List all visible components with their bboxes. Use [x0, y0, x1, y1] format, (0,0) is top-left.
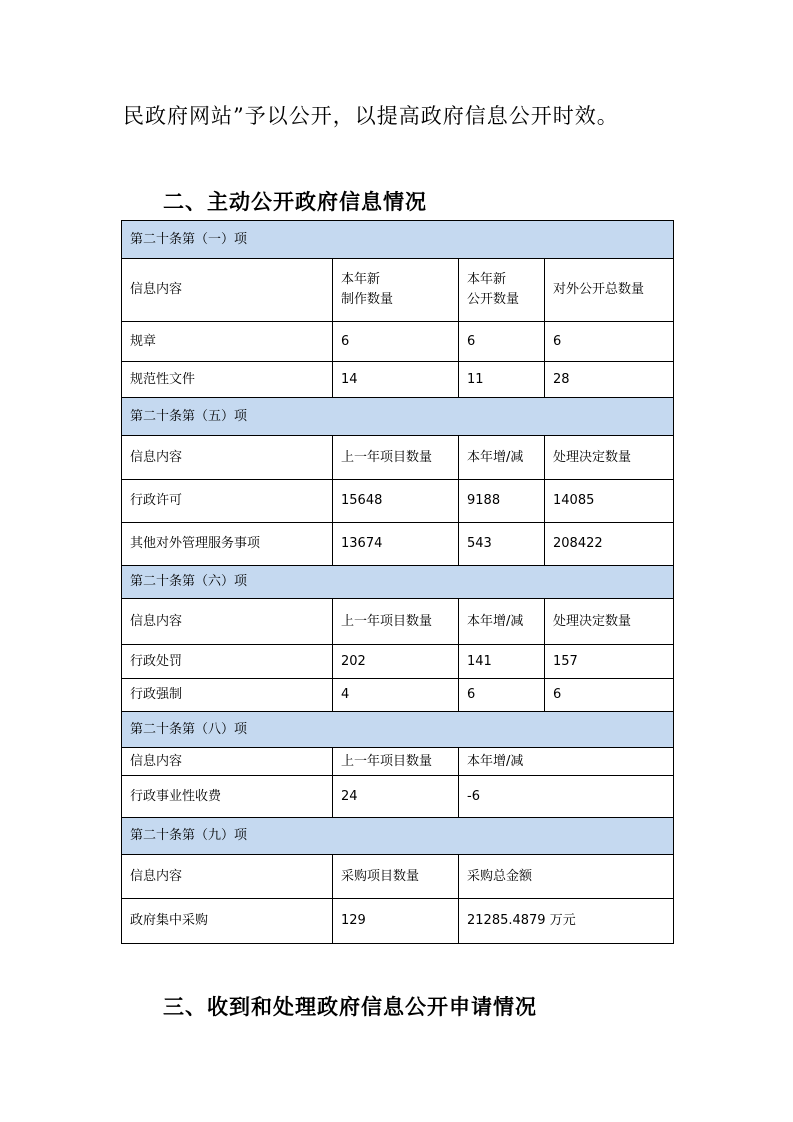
- table-row: [122, 322, 674, 362]
- cell: 政府集中采购: [122, 899, 333, 944]
- cell: 行政事业性收费: [122, 776, 333, 818]
- table-header-row: [122, 599, 674, 645]
- header-cell: 上一年项目数量: [333, 748, 459, 776]
- cell: 141: [459, 645, 545, 679]
- cell: 202: [333, 645, 459, 679]
- section-title: 第二十条第（六）项: [122, 566, 674, 599]
- table-header-row: [122, 748, 674, 776]
- header-cell: 处理决定数量: [545, 599, 674, 645]
- header-cell: 上一年项目数量: [333, 599, 459, 645]
- cell: 6: [545, 322, 674, 362]
- cell: 14085: [545, 480, 674, 523]
- table-section-header: [122, 566, 674, 599]
- header-cell: 信息内容: [122, 855, 333, 899]
- table-section-header: [122, 398, 674, 436]
- table-header-row: [122, 436, 674, 480]
- cell: 6: [545, 679, 674, 712]
- header-cell: 信息内容: [122, 259, 333, 322]
- header-cell: 本年新 公开数量: [459, 259, 545, 322]
- header-cell: 采购总金额: [459, 855, 674, 899]
- cell: 13674: [333, 523, 459, 566]
- table-row: [122, 645, 674, 679]
- table-row: [122, 362, 674, 398]
- cell: 543: [459, 523, 545, 566]
- section-heading-disclosure-requests: 三、收到和处理政府信息公开申请情况: [163, 995, 537, 1019]
- table-section-header: [122, 221, 674, 259]
- intro-paragraph-line: 民政府网站”予以公开，以提高政府信息公开时效。: [123, 104, 619, 128]
- cell: 24: [333, 776, 459, 818]
- disclosure-table: [121, 220, 674, 944]
- cell: 规章: [122, 322, 333, 362]
- section-title: 第二十条第（九）项: [122, 818, 674, 855]
- cell: 行政许可: [122, 480, 333, 523]
- header-cell: 信息内容: [122, 599, 333, 645]
- header-cell: 信息内容: [122, 748, 333, 776]
- cell: 6: [459, 322, 545, 362]
- cell: 21285.4879 万元: [459, 899, 674, 944]
- table-row: [122, 480, 674, 523]
- cell: 6: [333, 322, 459, 362]
- table-section-header: [122, 712, 674, 748]
- table-header-row: [122, 855, 674, 899]
- cell: 14: [333, 362, 459, 398]
- table-section-header: [122, 818, 674, 855]
- section-title: 第二十条第（八）项: [122, 712, 674, 748]
- cell: 9188: [459, 480, 545, 523]
- section-heading-proactive-disclosure: 二、主动公开政府信息情况: [163, 190, 427, 214]
- header-cell: 本年增/减: [459, 599, 545, 645]
- cell: 4: [333, 679, 459, 712]
- header-cell: 处理决定数量: [545, 436, 674, 480]
- cell: 15648: [333, 480, 459, 523]
- section-title: 第二十条第（一）项: [122, 221, 674, 259]
- cell: 129: [333, 899, 459, 944]
- cell: 规范性文件: [122, 362, 333, 398]
- cell: -6: [459, 776, 674, 818]
- table-row: [122, 679, 674, 712]
- section-title: 第二十条第（五）项: [122, 398, 674, 436]
- cell: 208422: [545, 523, 674, 566]
- table-row: [122, 899, 674, 944]
- cell: 157: [545, 645, 674, 679]
- header-cell: 对外公开总数量: [545, 259, 674, 322]
- cell: 行政处罚: [122, 645, 333, 679]
- cell: 其他对外管理服务事项: [122, 523, 333, 566]
- header-cell: 上一年项目数量: [333, 436, 459, 480]
- cell: 11: [459, 362, 545, 398]
- table-row: [122, 776, 674, 818]
- header-cell: 本年增/减: [459, 436, 545, 480]
- cell: 6: [459, 679, 545, 712]
- table-header-row: [122, 259, 674, 322]
- header-cell: 本年新 制作数量: [333, 259, 459, 322]
- cell: 行政强制: [122, 679, 333, 712]
- header-cell: 本年增/减: [459, 748, 674, 776]
- table-row: [122, 523, 674, 566]
- header-cell: 信息内容: [122, 436, 333, 480]
- cell: 28: [545, 362, 674, 398]
- header-cell: 采购项目数量: [333, 855, 459, 899]
